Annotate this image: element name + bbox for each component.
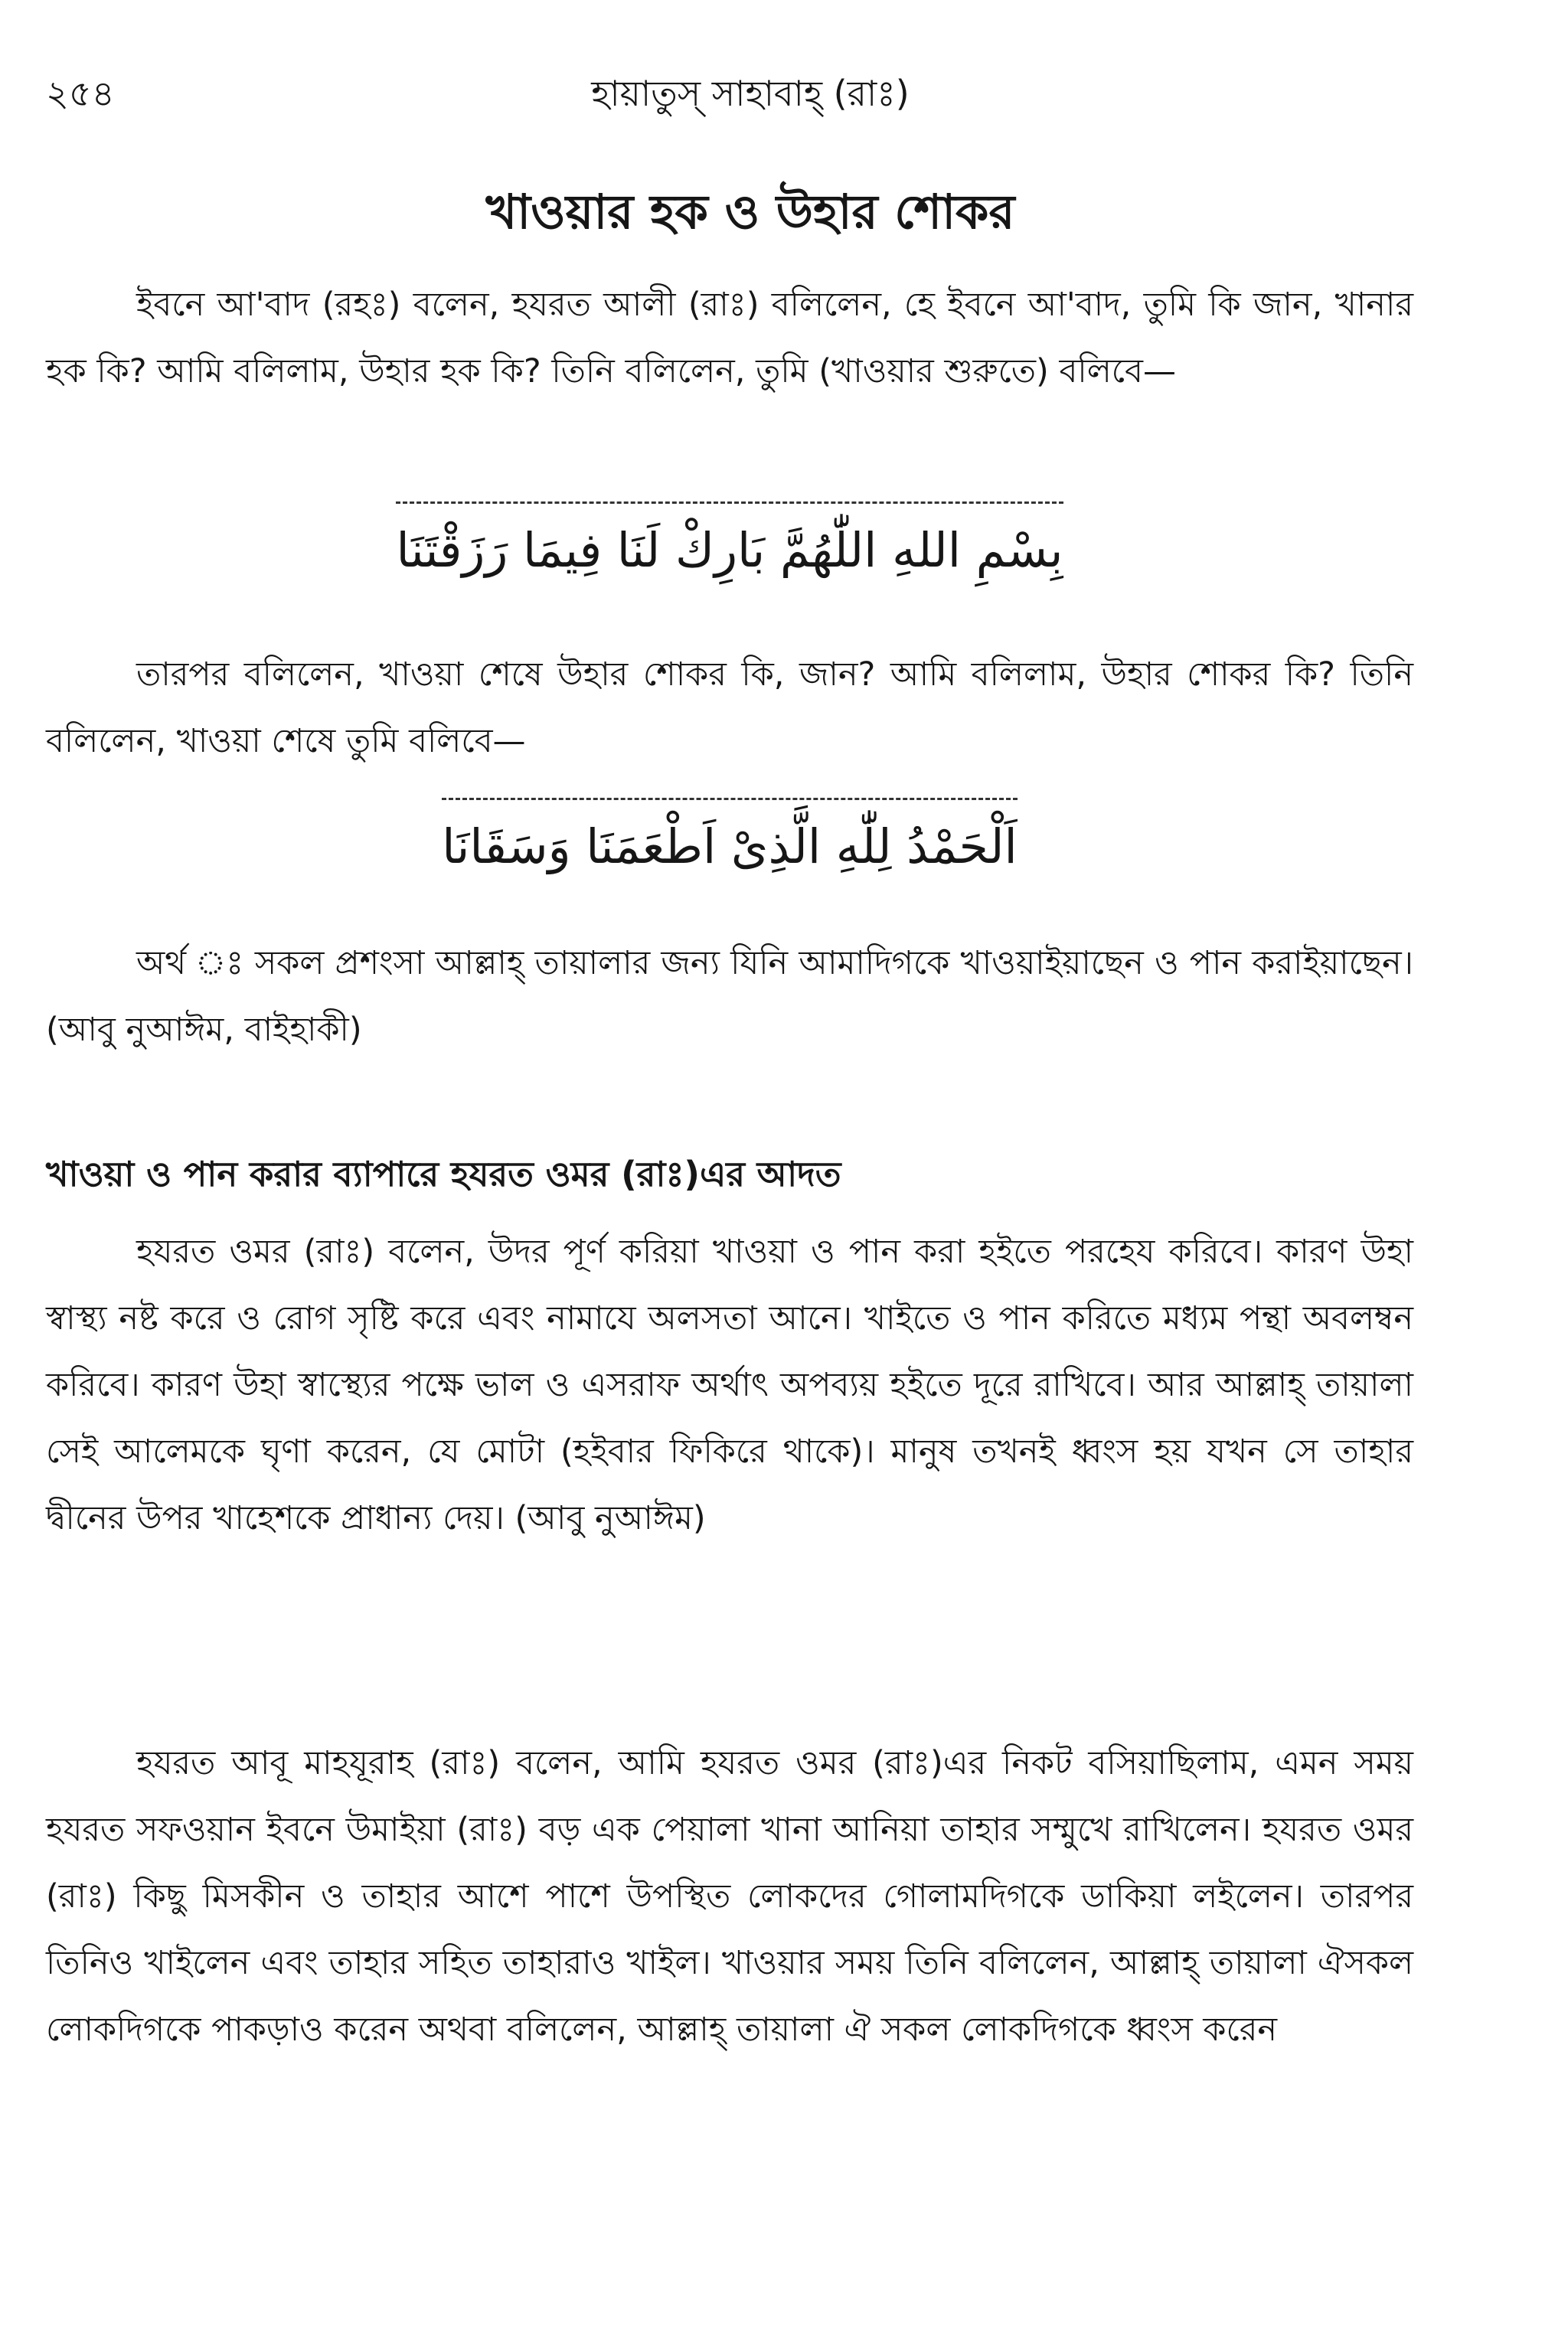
paragraph-meaning: অর্থ ঃ সকল প্রশংসা আল্লাহ্ তায়ালার জন্য যিনি আমাদিগকে খাওয়াইয়াছেন ও পান করাইয়াছেন। (আবু নুআঈম, বাইহাকী) <box>46 944 1413 1049</box>
paragraph-omar-advice: হযরত ওমর (রাঃ) বলেন, উদর পূর্ণ করিয়া খাওয়া ও পান করা হইতে পরহেয করিবে। কারণ উহা স্বাস্থ্য নষ্ট করে ও রোগ সৃষ্টি করে এবং নামাযে অলসতা আনে। খাইতে ও পান করিতে মধ্যম পন্থা অবলম্বন করিবে। কারণ উহা স্বাস্থ্যের পক্ষে ভাল ও এসরাফ অর্থাৎ অপব্যয় হইতে দূরে রাখিবে। আর আল্লাহ্ তায়ালা সেই আলেমকে ঘৃণা করেন, যে মোটা (হইবার ফিকিরে থাকে)। মানুষ তখনই ধ্বংস হয় যখন সে তাহার দ্বীনের উপর খাহেশকে প্রাধান্য দেয়। (আবু নুআঈম) <box>46 1233 1413 1537</box>
paragraph-abu-mahzurah: হযরত আবূ মাহযূরাহ (রাঃ) বলেন, আমি হযরত ওমর (রাঃ)এর নিকট বসিয়াছিলাম, এমন সময় হযরত সফওয়ান ইবনে উমাইয়া (রাঃ) বড় এক পেয়ালা খানা আনিয়া তাহার সম্মুখে রাখিলেন। হযরত ওমর (রাঃ) কিছু মিসকীন ও তাহার আশে পাশে উপস্থিত লোকদের গোলামদিগকে ডাকিয়া লইলেন। তারপর তিনিও খাইলেন এবং তাহার সহিত তাহারাও খাইল। খাওয়ার সময় তিনি বলিলেন, আল্লাহ্ তায়ালা ঐসকল লোকদিগকে পাকড়াও করেন অথবা বলিলেন, আল্লাহ্ তায়ালা ঐ সকল লোকদিগকে ধ্বংস করেন <box>46 1744 1413 2049</box>
running-title: হায়াতুস্ সাহাবাহ্ (রাঃ) <box>591 73 910 114</box>
arabic-dua-before-eating <box>46 501 1413 593</box>
paragraph-ibne-abad: ইবনে আ'বাদ (রহঃ) বলেন, হযরত আলী (রাঃ) বলিলেন, হে ইবনে আ'বাদ, তুমি কি জান, খানার হক কি? আমি বলিলাম, উহার হক কি? তিনি বলিলেন, তুমি (খাওয়ার শুরুতে) বলিবে— <box>46 286 1413 390</box>
paragraph-shokor-question: তারপর বলিলেন, খাওয়া শেষে উহার শোকর কি, জান? আমি বলিলাম, উহার শোকর কি? তিনি বলিলেন, খাওয়া শেষে তুমি বলিবে— <box>46 655 1413 760</box>
arabic-dua-before-eating-text: بِسْمِ اللهِ اللّٰهُمَّ بَارِكْ لَنَا فِيمَا رَزَقْتَنَا <box>396 501 1063 593</box>
page-number: ২৫৪ <box>46 73 115 114</box>
arabic-dua-after-eating-text: اَلْحَمْدُ لِلّٰهِ الَّذِىْ اَطْعَمَنَا وَسَقَانَا <box>442 798 1017 889</box>
section-heading: খাওয়া ও পান করার ব্যাপারে হযরত ওমর (রাঃ)এর আদত <box>46 1154 841 1194</box>
chapter-title: খাওয়ার হক ও উহার শোকর <box>485 184 1015 240</box>
arabic-dua-after-eating <box>46 798 1413 889</box>
page-header <box>46 63 1455 124</box>
